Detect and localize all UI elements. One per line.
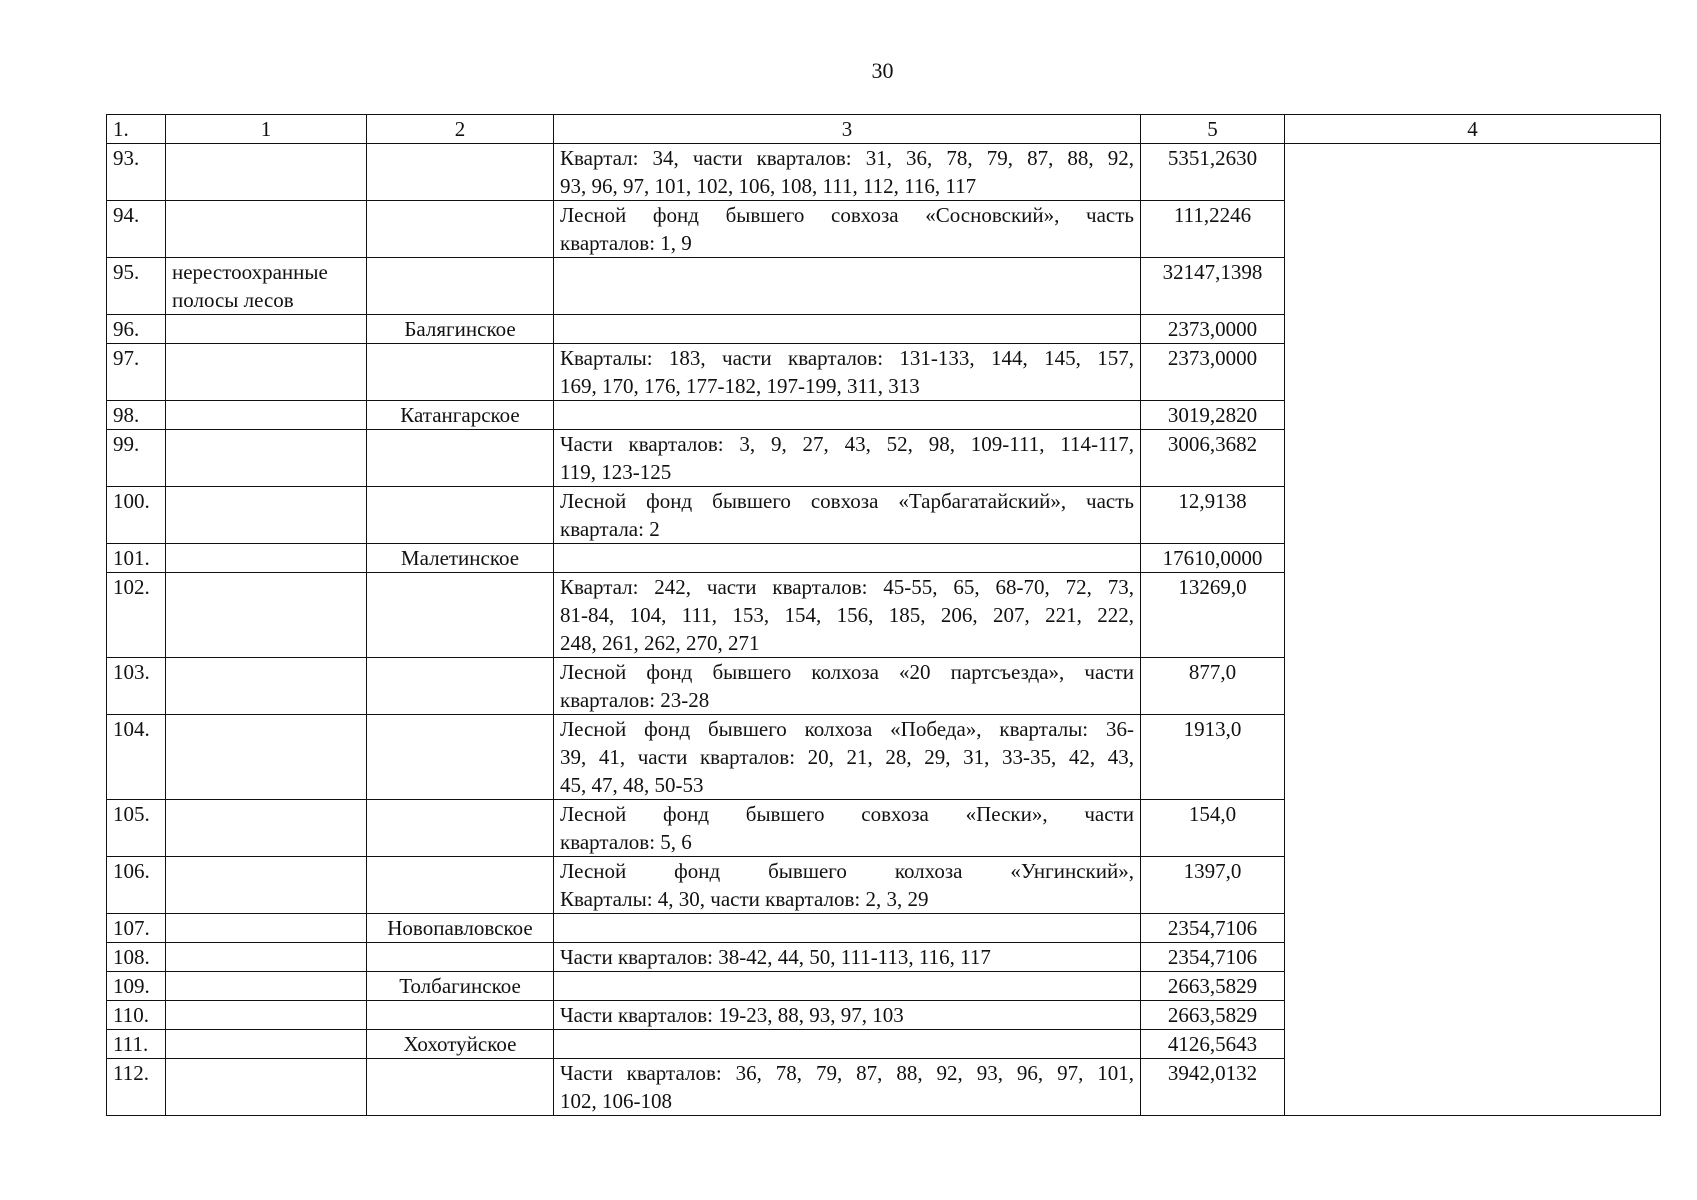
forestry-district-cell	[367, 943, 554, 972]
description-line: Квартал: 242, части кварталов: 45-55, 65, 68-70, 72, 73,	[560, 575, 1134, 599]
forestry-district-cell: Балягинское	[367, 315, 554, 344]
area-value-cell: 1397,0	[1141, 857, 1285, 914]
row-number-cell: 104.	[107, 715, 166, 800]
area-value-cell: 111,2246	[1141, 201, 1285, 258]
forestry-district-cell	[367, 857, 554, 914]
description-line: кварталов: 1, 9	[560, 231, 692, 255]
description-line: Части кварталов: 3, 9, 27, 43, 52, 98, 109-111, 114-117,	[560, 432, 1134, 456]
quarters-description-cell	[554, 487, 1141, 544]
description-line: 248, 261, 262, 270, 271	[560, 631, 760, 655]
category-cell	[166, 315, 367, 344]
row-number-cell: 107.	[107, 914, 166, 943]
forestry-district-cell	[367, 1001, 554, 1030]
description-line: кварталов: 5, 6	[560, 830, 692, 854]
description-line: Кварталы: 4, 30, части кварталов: 2, 3, 29	[560, 887, 929, 911]
quarters-description-cell	[554, 544, 1141, 573]
row-number-cell: 109.	[107, 972, 166, 1001]
quarters-description-cell	[554, 315, 1141, 344]
forestry-district-cell	[367, 201, 554, 258]
row-number-cell: 102.	[107, 573, 166, 658]
quarters-description-cell	[554, 401, 1141, 430]
row-number-cell: 96.	[107, 315, 166, 344]
description-line: 39, 41, части кварталов: 20, 21, 28, 29, 31, 33-35, 42, 43,	[560, 745, 1134, 769]
description-line: Квартал: 34, части кварталов: 31, 36, 78, 79, 87, 88, 92,	[560, 146, 1134, 170]
quarters-description-cell	[554, 658, 1141, 715]
area-value-cell: 2663,5829	[1141, 972, 1285, 1001]
category-cell	[166, 487, 367, 544]
forestry-district-cell: Хохотуйское	[367, 1030, 554, 1059]
row-number-cell: 111.	[107, 1030, 166, 1059]
row-number-cell: 110.	[107, 1001, 166, 1030]
description-line: 45, 47, 48, 50-53	[560, 773, 704, 797]
row-number-cell: 99.	[107, 430, 166, 487]
row-number-cell: 108.	[107, 943, 166, 972]
area-value-cell: 3006,3682	[1141, 430, 1285, 487]
category-cell	[166, 544, 367, 573]
quarters-description-cell	[554, 972, 1141, 1001]
description-line: Лесной фонд бывшего совхоза «Пески», части	[560, 802, 1134, 826]
forestry-district-cell: Новопавловское	[367, 914, 554, 943]
category-cell: нерестоохранные полосы лесов	[166, 258, 367, 315]
row-number-cell: 95.	[107, 258, 166, 315]
row-number-cell: 112.	[107, 1059, 166, 1116]
quarters-description-cell	[554, 1001, 1141, 1030]
forestry-district-cell: Малетинское	[367, 544, 554, 573]
header-cell-col3: 3	[554, 115, 1141, 144]
area-value-cell: 877,0	[1141, 658, 1285, 715]
category-cell	[166, 573, 367, 658]
description-line: 119, 123-125	[560, 460, 672, 484]
category-cell	[166, 344, 367, 401]
forestry-district-cell: Толбагинское	[367, 972, 554, 1001]
forestry-district-cell: Катангарское	[367, 401, 554, 430]
area-value-cell: 4126,5643	[1141, 1030, 1285, 1059]
area-value-cell: 3942,0132	[1141, 1059, 1285, 1116]
description-line: Части кварталов: 19-23, 88, 93, 97, 103	[560, 1003, 904, 1027]
page-number: 30	[871, 58, 894, 83]
area-value-cell: 32147,1398	[1141, 258, 1285, 315]
description-line: Лесной фонд бывшего совхоза «Тарбагатайский», часть	[560, 489, 1134, 513]
description-line: Лесной фонд бывшего колхоза «20 партсъезда», части	[560, 660, 1134, 684]
category-cell	[166, 401, 367, 430]
row-number-cell: 94.	[107, 201, 166, 258]
category-cell	[166, 715, 367, 800]
header-cell-col1: 1	[166, 115, 367, 144]
description-line: кварталов: 23-28	[560, 688, 710, 712]
table-header-row	[107, 115, 1661, 144]
forestry-district-cell	[367, 573, 554, 658]
quarters-description-cell	[554, 344, 1141, 401]
forestry-district-cell	[367, 258, 554, 315]
row-number-cell: 93.	[107, 144, 166, 201]
category-cell	[166, 1030, 367, 1059]
forestry-district-cell	[367, 344, 554, 401]
quarters-description-cell	[554, 914, 1141, 943]
area-value-cell: 1913,0	[1141, 715, 1285, 800]
quarters-description-cell	[554, 430, 1141, 487]
row-number-cell: 98.	[107, 401, 166, 430]
category-cell	[166, 658, 367, 715]
description-line: 93, 96, 97, 101, 102, 106, 108, 111, 112, 116, 117	[560, 174, 977, 198]
description-line: Части кварталов: 36, 78, 79, 87, 88, 92, 93, 96, 97, 101,	[560, 1061, 1134, 1085]
category-cell	[166, 857, 367, 914]
description-line: 169, 170, 176, 177-182, 197-199, 311, 313	[560, 374, 920, 398]
quarters-description-cell	[554, 715, 1141, 800]
category-cell	[166, 1001, 367, 1030]
quarters-description-cell	[554, 573, 1141, 658]
row-number-cell: 105.	[107, 800, 166, 857]
quarters-description-cell	[554, 800, 1141, 857]
category-cell	[166, 144, 367, 201]
quarters-description-cell	[554, 1030, 1141, 1059]
area-value-cell: 17610,0000	[1141, 544, 1285, 573]
description-line: Лесной фонд бывшего совхоза «Сосновский», часть	[560, 203, 1134, 227]
quarters-description-cell	[554, 258, 1141, 315]
forestry-district-cell	[367, 487, 554, 544]
area-value-cell: 2354,7106	[1141, 914, 1285, 943]
category-cell	[166, 943, 367, 972]
area-value-cell: 2354,7106	[1141, 943, 1285, 972]
area-value-cell: 2373,0000	[1141, 344, 1285, 401]
header-cell-col2: 2	[367, 115, 554, 144]
category-cell	[166, 972, 367, 1001]
forestry-district-cell	[367, 658, 554, 715]
area-value-cell: 3019,2820	[1141, 401, 1285, 430]
row-number-cell: 100.	[107, 487, 166, 544]
description-line: Кварталы: 183, части кварталов: 131-133, 144, 145, 157,	[560, 346, 1134, 370]
quarters-description-cell	[554, 144, 1141, 201]
area-value-cell: 13269,0	[1141, 573, 1285, 658]
row-number-cell: 106.	[107, 857, 166, 914]
row-number-cell: 97.	[107, 344, 166, 401]
category-cell	[166, 800, 367, 857]
category-cell	[166, 201, 367, 258]
description-line: 102, 106-108	[560, 1089, 672, 1113]
col4-merged-cell	[1285, 144, 1661, 1116]
quarters-description-cell	[554, 201, 1141, 258]
category-cell	[166, 1059, 367, 1116]
quarters-description-cell	[554, 1059, 1141, 1116]
header-cell-col4: 4	[1285, 115, 1661, 144]
category-cell	[166, 914, 367, 943]
table-row	[107, 144, 1661, 201]
header-cell-num: 1.	[107, 115, 166, 144]
quarters-description-cell	[554, 943, 1141, 972]
forestry-district-cell	[367, 715, 554, 800]
area-value-cell: 5351,2630	[1141, 144, 1285, 201]
header-cell-col5: 5	[1141, 115, 1285, 144]
category-cell	[166, 430, 367, 487]
description-line: Части кварталов: 38-42, 44, 50, 111-113, 116, 117	[560, 945, 991, 969]
row-number-cell: 101.	[107, 544, 166, 573]
area-value-cell: 12,9138	[1141, 487, 1285, 544]
area-value-cell: 2373,0000	[1141, 315, 1285, 344]
quarters-description-cell	[554, 857, 1141, 914]
forestry-district-cell	[367, 1059, 554, 1116]
area-value-cell: 154,0	[1141, 800, 1285, 857]
forestry-district-cell	[367, 800, 554, 857]
description-line: Лесной фонд бывшего колхоза «Победа», кварталы: 36-	[560, 717, 1134, 741]
description-line: Лесной фонд бывшего колхоза «Унгинский»,	[560, 859, 1134, 883]
forestry-district-cell	[367, 430, 554, 487]
forest-land-table	[106, 114, 1661, 1116]
row-number-cell: 103.	[107, 658, 166, 715]
description-line: квартала: 2	[560, 517, 660, 541]
forestry-district-cell	[367, 144, 554, 201]
area-value-cell: 2663,5829	[1141, 1001, 1285, 1030]
description-line: 81-84, 104, 111, 153, 154, 156, 185, 206, 207, 221, 222,	[560, 603, 1134, 627]
